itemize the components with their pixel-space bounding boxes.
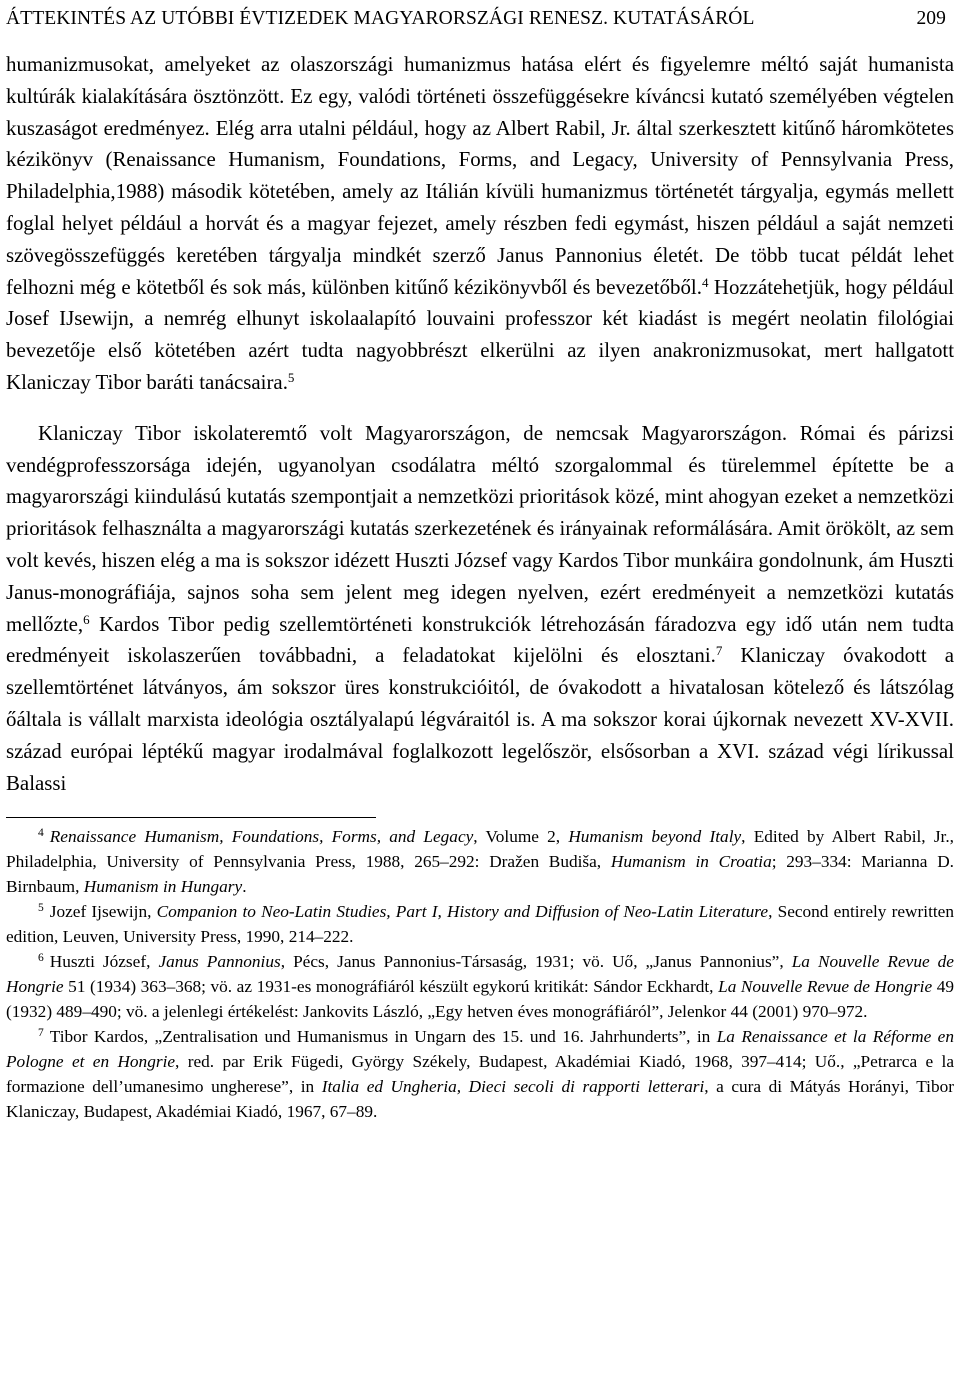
paragraph-1-text-a: humanizmusokat, amelyeket az olaszországi humanizmus hatása elért és figyelemre méltó saját humanista kultúrák kialakítására ösztönzött. Ez egy, valódi történeti összefüggésekre kíváncsi kutató személyében végtelen kuszaságot eredményez. Elég arra utalni például, hogy az Albert Rabil, Jr. által szerkesztett kitűnő háromkötetes kézikönyv (Renaissance Humanism, Foundations, Forms, and Legacy, University of Pennsylvania Press, Philadelphia,1988) második kötetében, amely az Itálián kívüli humanizmus történetét tárgyalja, egymás mellett foglal helyet például a horvát és a magyar fejezet, amely részben fedi egymást, hiszen például a saját nemzeti szövegösszefüggés keretében tárgyalja mindkét szerző Janus Pannonius életét. De több tucat példát lehet felhozni még e kötetből és sok más, különben kitűnő kézikönyvből és bevezetőből.: [6, 52, 954, 299]
footnote-text: , Second entirely rewritten edition, Leuven, University Press, 1990, 214–222.: [6, 902, 954, 947]
footnote-italic-text: Humanism in Hungary: [83, 877, 243, 897]
footnote-italic-text: Humanism in Croatia: [610, 852, 772, 872]
footnote-6: $^6$ Huszti József, Janus Pannonius, Pécs, Janus Pannonius-Társaság, 1931; vö. Uő, „Janus Pannonius”, La Nouvelle Revue de Hongrie 51 (1934) 363–368; vö. az 1931-es monográfiáról készült egykorú kritikát: Sándor Eckhardt, La Nouvelle Revue de Hongrie 49 (1932) 489–490; vö. a jelenlegi értékelést: Jankovits László, „Egy hetven éves monográfiáról”, Jelenkor 44 (2001) 970–972.: [6, 952, 954, 1022]
footnote-text: , red. par Erik Fügedi, György Székely, Budapest, Akadémiai Kiadó, 1968, 397–414; Uő., „Petrarca e la formazione dell’umanesimo ungherese”, in: [6, 1052, 955, 1097]
footnote-text: Huszti József,: [49, 952, 159, 972]
page-number: 209: [916, 8, 946, 29]
footnote-italic-text: Companion to Neo-Latin Studies, Part I, History and Diffusion of Neo-Latin Literature: [156, 902, 769, 922]
footnote-italic-text: Renaissance Humanism, Foundations, Forms, and Legacy: [49, 827, 474, 847]
footnote-text: Tibor Kardos, „Zentralisation und Humanismus in Ungarn des 15. und 16. Jahrhunderts”, in: [49, 1027, 717, 1047]
body-text: [6, 49, 954, 799]
footnote-italic-text: Italia ed Ungheria, Dieci secoli di rapporti letterari: [321, 1077, 705, 1097]
document-page: [6, 0, 954, 1124]
paragraph-1-text-b: Hozzátehetjük, hogy például Josef IJsewijn, a nemrég elhunyt iskolaalapító louvaini professzor két kiadást is megért neolatin filológiai bevezetője első kötetében azért tudta nagyobbrészt elkerülni az ilyen anakronizmusokat, mert hallgatott Klaniczay Tibor baráti tanácsaira.: [6, 274, 954, 394]
footnote-italic-text: Janus Pannonius: [158, 952, 281, 972]
footnotes: [6, 824, 954, 1124]
footnote-text: ; 293–334: Marianna D. Birnbaum,: [6, 852, 954, 897]
footnote-italic-text: La Nouvelle Revue de Hongrie: [718, 977, 933, 997]
paragraph-1: [6, 49, 954, 399]
paragraph-2-text-c: Klaniczay óvakodott a szellemtörténet látványos, ám sokszor üres konstrukcióitól, de óvakodott a hivatalosan kötelező és látszólag őáltala is vállalt marxista ideológia osztályalapú légváraitól is. A ma sokszor korai újkornak nevezett XV-XVII. század európai léptékű magyar irodalmával foglalkozott legelőször, elsősorban a XVI. század végi lírikussal Balassi: [6, 643, 955, 795]
paragraph-2-text-a: Klaniczay Tibor iskolateremtő volt Magyarországon, de nemcsak Magyarországon. Római és párizsi vendégprofesszorsága idején, ugyanolyan csodálatra méltó szorgalommal és türelemmel építette be a magyarországi kiindulású kutatás szempontjait a nemzetközi prioritások közé, mint ahogyan ezeket a nemzetközi prioritások felhasználta a magyarországi kutatás szerkezetének és irányainak reformálására. Amit örökölt, az sem volt kevés, hiszen elég a ma is sokszor idézett Huszti József vagy Kardos Tibor munkáira gondolnunk, ám Huszti Janus-monográfiája, sajnos soha sem jelent meg idegen nyelven, ezért eredményeit a nemzetközi kutatás mellőzte,: [6, 420, 954, 636]
footnote-separator: [6, 817, 376, 818]
footnote-text: , a cura di Mátyás Horányi, Tibor Klaniczay, Budapest, Akadémiai Kiadó, 1967, 67–89.: [6, 1077, 955, 1122]
footnote-italic-text: La Nouvelle Revue de Hongrie: [6, 952, 954, 997]
footnote-ref-7[interactable]: 7: [715, 643, 723, 659]
footnote-4: $^4$ Renaissance Humanism, Foundations, Forms, and Legacy, Volume 2, Humanism beyond Italy, Edited by Albert Rabil, Jr., Philadelphia, University of Pennsylvania Press, 1988, 265–292: Dražen Budiša, Humanism in Croatia; 293–334: Marianna D. Birnbaum, Humanism in Hungary.: [6, 827, 954, 897]
paragraph-2-text-b: Kardos Tibor pedig szellemtörténeti konstrukciók létrehozásán fáradozva egy idő után nem tudta eredményeit iskolaszerűen továbbadni, a feladatokat kijelölni és elosztani.: [6, 611, 954, 668]
footnote-text: 49 (1932) 489–490; vö. a jelenlegi értékelést: Jankovits László, „Egy hetven éves monográfiáról”, Jelenkor 44 (2001) 970–972.: [6, 977, 954, 1022]
footnote-5: $^5$ Jozef Ijsewijn, Companion to Neo-Latin Studies, Part I, History and Diffusion of Neo-Latin Literature, Second entirely rewritten edition, Leuven, University Press, 1990, 214–222.: [6, 902, 954, 947]
footnote-text: .: [242, 877, 247, 897]
footnote-text: 51 (1934) 363–368; vö. az 1931-es monográfiáról készült egykorú kritikát: Sándor Eckhardt,: [63, 977, 719, 997]
footnote-text: , Volume 2,: [473, 827, 569, 847]
footnote-italic-text: La Renaissance et la Réforme en Pologne et en Hongrie: [6, 1027, 954, 1072]
footnote-text: Jozef Ijsewijn,: [49, 902, 157, 922]
footnote-text: , Pécs, Janus Pannonius-Társaság, 1931; vö. Uő, „Janus Pannonius”,: [280, 952, 792, 972]
running-header: [6, 6, 954, 32]
footnote-ref-4[interactable]: 4: [701, 274, 709, 290]
paragraph-2: [6, 418, 954, 800]
footnote-7: $^7$ Tibor Kardos, „Zentralisation und Humanismus in Ungarn des 15. und 16. Jahrhunderts”, in La Renaissance et la Réforme en Pologne et en Hongrie, red. par Erik Fügedi, György Székely, Budapest, Akadémiai Kiadó, 1968, 397–414; Uő., „Petrarca e la formazione dell’umanesimo ungherese”, in Italia ed Ungheria, Dieci secoli di rapporti letterari, a cura di Mátyás Horányi, Tibor Klaniczay, Budapest, Akadémiai Kiadó, 1967, 67–89.: [6, 1027, 955, 1122]
footnote-italic-text: Humanism beyond Italy: [568, 827, 742, 847]
footnote-ref-5[interactable]: 5: [287, 369, 295, 385]
footnote-text: , Edited by Albert Rabil, Jr., Philadelphia, University of Pennsylvania Press, 1988, 265–292: Dražen Budiša,: [6, 827, 954, 872]
running-header-title: ÁTTEKINTÉS AZ UTÓBBI ÉVTIZEDEK MAGYARORSZÁGI RENESZ. KUTATÁSÁRÓL: [6, 8, 755, 29]
footnote-ref-6[interactable]: 6: [83, 611, 90, 627]
